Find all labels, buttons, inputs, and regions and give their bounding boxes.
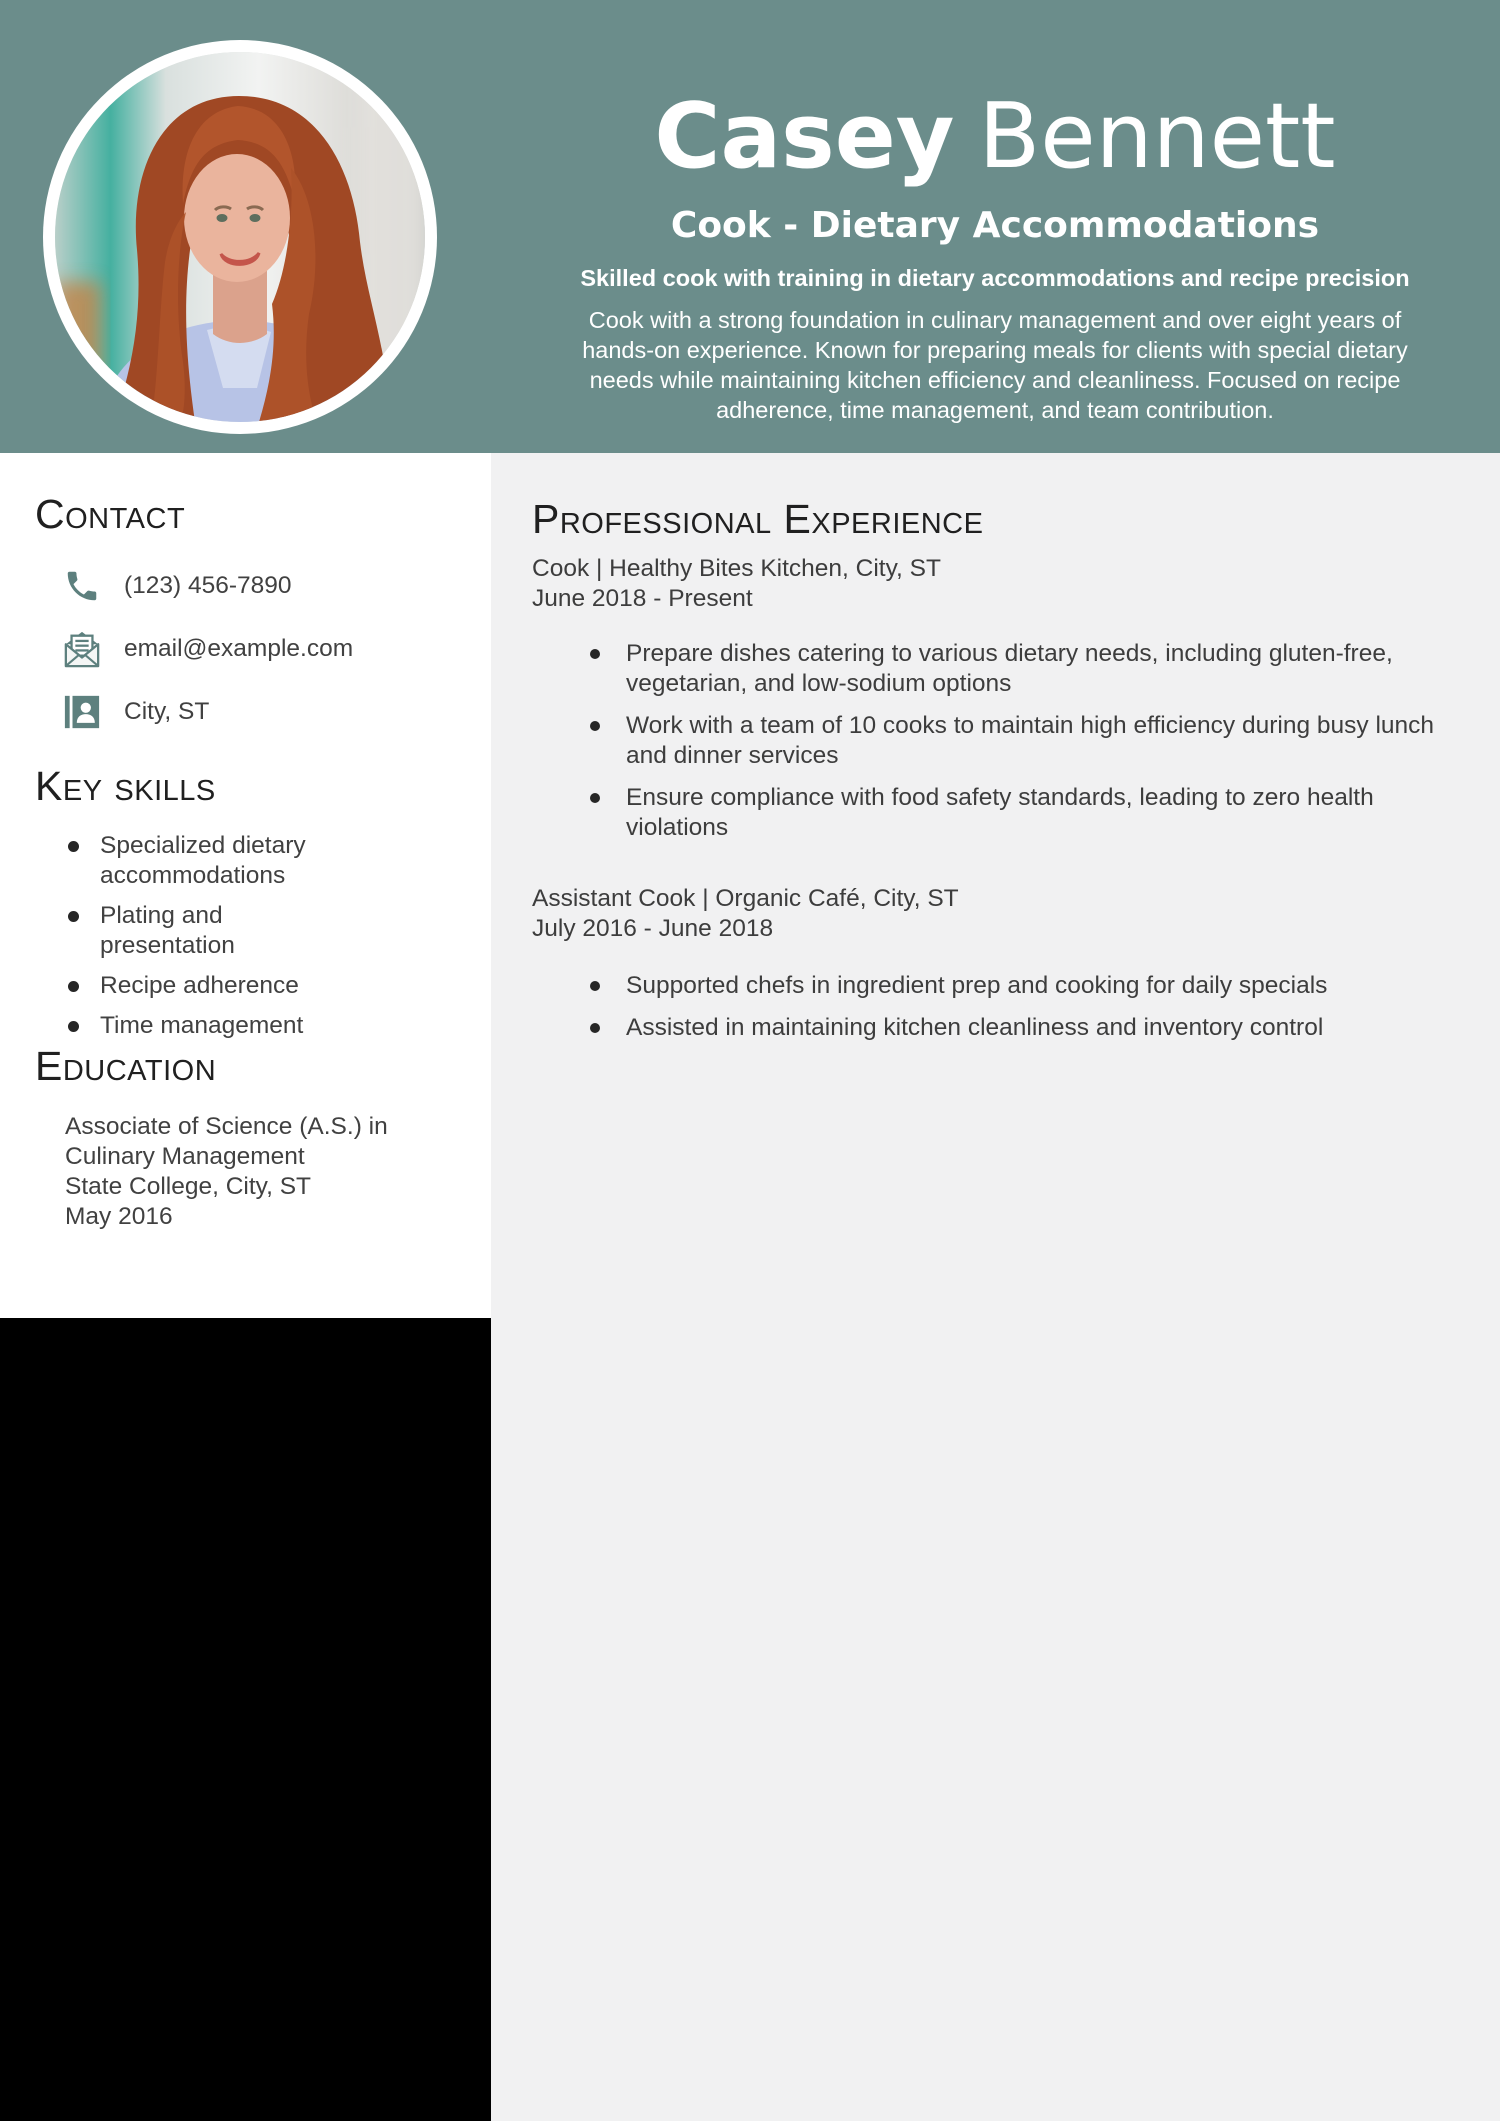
job-header (532, 554, 941, 614)
header-banner (0, 0, 1500, 453)
key-skills-heading: Key skills (35, 763, 216, 809)
summary-text: Cook with a strong foundation in culinary management and over eight years of hands-on experience. Known for preparing meals for clients with special dietary needs while maintaining kitchen efficiency and cleanliness. Focused on recipe adherence, time management, and team contribution. (582, 307, 1408, 423)
skill-item: Plating and presentation (62, 901, 354, 961)
experience-heading: Professional Experience (532, 496, 984, 542)
job-bullet: Ensure compliance with food safety standards, leading to zero health violations (584, 783, 1454, 843)
education-details (65, 1112, 388, 1232)
job-title: Cook | Healthy Bites Kitchen, City, ST (532, 555, 941, 582)
resume-title: Cook - Dietary Accommodations (670, 205, 1320, 246)
location-card-icon (63, 692, 101, 732)
job-dates: June 2018 - Present (532, 585, 753, 612)
profile-photo (55, 52, 425, 422)
education-line: May 2016 (65, 1203, 173, 1230)
contact-heading: Contact (35, 491, 186, 537)
contact-row-location (63, 691, 209, 733)
summary (490, 305, 1500, 425)
job-header (532, 884, 959, 944)
job-bullet: Assisted in maintaining kitchen cleanliness and inventory control (584, 1013, 1454, 1043)
sidebar-footer-block (0, 1318, 491, 2121)
location-text: City, ST (124, 698, 210, 725)
job-bullet: Work with a team of 10 cooks to maintain high efficiency during busy lunch and dinner services (584, 711, 1454, 771)
phone-icon (63, 566, 101, 606)
job-title: Assistant Cook | Organic Café, City, ST (532, 885, 959, 912)
contact-row-email (63, 628, 353, 670)
profile-photo-illustration (55, 52, 425, 422)
education-line: Culinary Management (65, 1143, 305, 1170)
education-line: Associate of Science (A.S.) in (65, 1113, 388, 1140)
job-bullet-list (584, 971, 1454, 1055)
job-bullet-list (584, 639, 1454, 855)
profile-photo-ring (43, 40, 437, 434)
job-bullet: Supported chefs in ingredient prep and cooking for daily specials (584, 971, 1454, 1001)
contact-row-phone (63, 565, 292, 607)
last-name: Bennett (978, 84, 1336, 189)
job-dates: July 2016 - June 2018 (532, 915, 774, 942)
email-icon (63, 629, 101, 669)
phone-number: (123) 456-7890 (124, 572, 292, 599)
skill-item: Time management (62, 1011, 354, 1041)
job-bullet: Prepare dishes catering to various dietary needs, including gluten-free, vegetarian, and low-sodium options (584, 639, 1454, 699)
first-name: Casey (654, 84, 955, 189)
skill-item: Specialized dietary accommodations (62, 831, 354, 891)
skill-item: Recipe adherence (62, 971, 354, 1001)
education-heading: Education (35, 1043, 217, 1089)
skills-list (62, 831, 354, 1051)
education-line: State College, City, ST (65, 1173, 312, 1200)
person-name (490, 84, 1500, 189)
header-text-column (490, 0, 1500, 453)
email-address: email@example.com (124, 635, 354, 662)
tagline: Skilled cook with training in dietary accommodations and recipe precision (580, 265, 1410, 291)
